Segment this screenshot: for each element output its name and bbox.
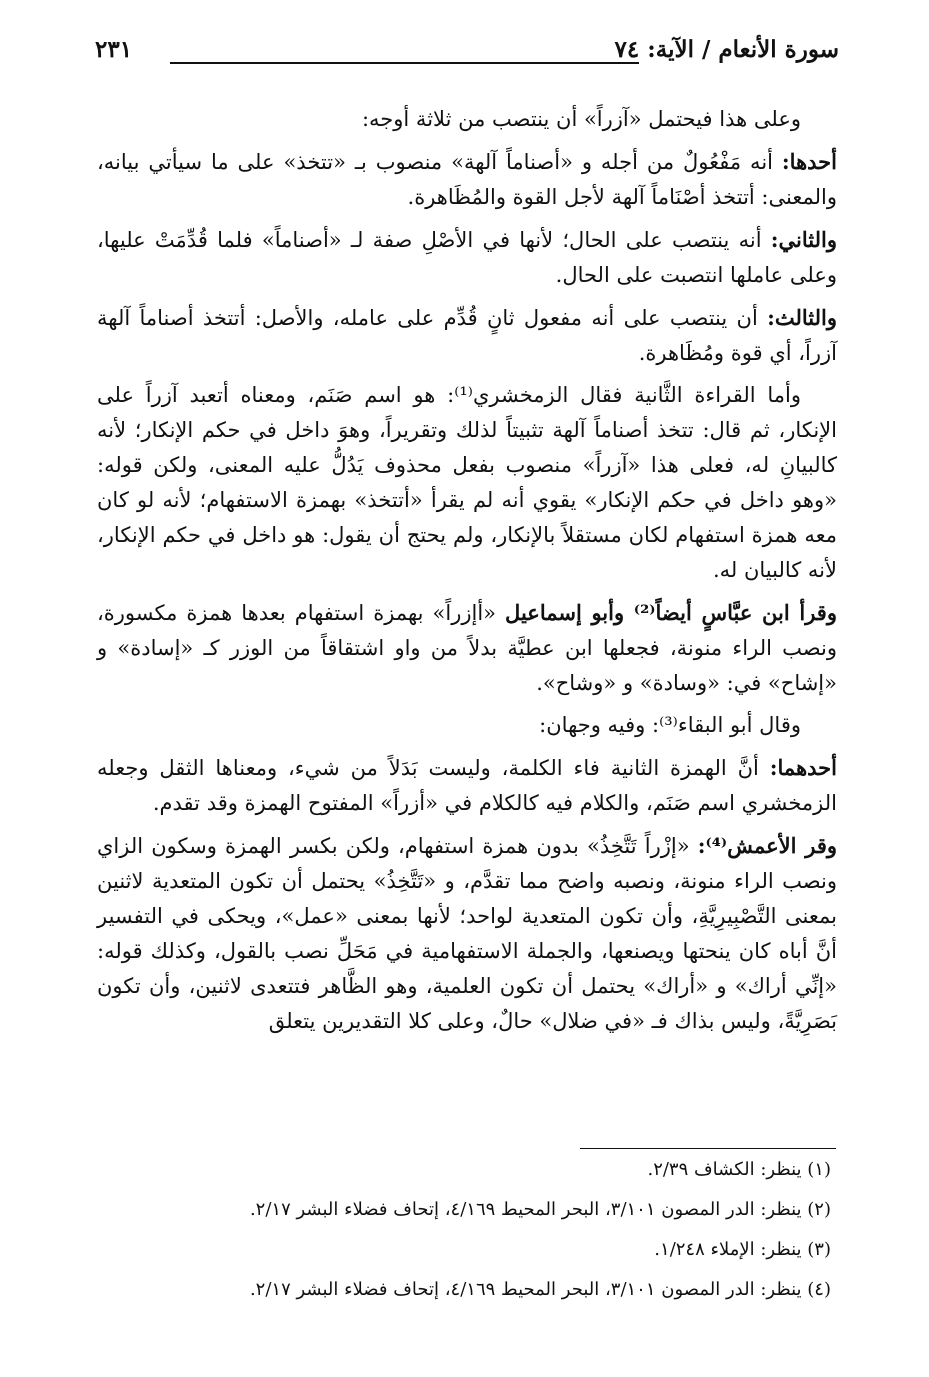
paragraph-text: أنه مَفْعُولٌ من أجله و «أصناماً آلهة» منصوب بـ «تتخذ» على ما سيأتي بيانه، والمعنى: أتتخذ أصْنَاماً آلهة لأجل القوة والمُظَاهرة. [97, 150, 837, 209]
paragraph-text: أنه ينتصب على الحال؛ لأنها في الأصْلِ صفة لـ «أصناماً» فلما قُدِّمَتْ عليها، وعلى عاملها انتصبت على الحال. [97, 228, 837, 287]
footnote-3: (٣) ينظر: الإملاء ١/٢٤٨. [654, 1239, 831, 1260]
paragraph-intro: وعلى هذا فيحتمل «آزراً» أن ينتصب من ثلاثة أوجه: [361, 107, 801, 131]
paragraph-lead: وقرأ ابن عبَّاسٍ أيضاً⁽²⁾ وأبو إسماعيل [505, 600, 837, 625]
footnotes [97, 1156, 837, 1316]
paragraph-lead: أحدها: [781, 149, 837, 174]
paragraph-first-aspect [97, 144, 837, 215]
paragraph-ibn-abbas-reading [97, 595, 837, 701]
paragraph-text: «إزْراً تَتَّخِذُ» بدون همزة استفهام، ولكن بكسر الهمزة وسكون الزاي ونصب الراء منونة، ونصبه واضح مما تقدَّم، و «تَتَّخِذُ» يحتمل أن تكون المتعدية لاثنين بمعنى التَّصْبِيرِيَّةِ، وأن تكون المتعدية لواحد؛ لأنها بمعنى «عمل»، ويحكى في التفسير أنَّ أباه كان ينحتها ويصنعها، والجملة الاستفهامية في مَحَلِّ نصب بالقول، وكذلك قوله: «إنِّي أراك» و «أراك» يحتمل أن تكون العلمية، وهو الظَّاهر فتتعدى لاثنين، وأن تكون بَصَرِيَّةً، وليس بذاك فـ «في ضلال» حالٌ، وعلى كلا التقديرين يتعلق [97, 834, 837, 1033]
paragraph-abu-al-baqa: وقال أبو البقاء⁽³⁾: وفيه وجهان: [539, 713, 801, 737]
header-rule [170, 62, 639, 64]
paragraph-lead: والثاني: [770, 227, 837, 252]
paragraph-third-aspect [97, 300, 837, 371]
paragraph-al-amash-reading [97, 828, 837, 1039]
footnote-separator [580, 1148, 836, 1149]
paragraph-first-of-two [97, 750, 837, 821]
paragraph-text: أنَّ الهمزة الثانية فاء الكلمة، وليست بَدَلاً من شيء، ومعناها الثقل وجعله الزمخشري اسم صَنَم، والكلام فيه كالكلام في «أزراً» المفتوح الهمزة وقد تقدم. [97, 756, 837, 815]
paragraph-lead: والثالث: [767, 305, 837, 330]
paragraph-second-aspect [97, 222, 837, 293]
footnote-4: (٤) ينظر: الدر المصون ٣/١٠١، البحر المحيط ٤/١٦٩، إتحاف فضلاء البشر ٢/١٧. [249, 1279, 831, 1300]
running-header [95, 34, 839, 74]
paragraph-text: أن ينتصب على أنه مفعول ثانٍ قُدِّم على عامله، والأصل: أتتخذ أصناماً آلهة آزراً، أي قوة ومُظَاهرة. [97, 306, 837, 365]
main-text [97, 102, 837, 1046]
paragraph-text: «أإزراً» بهمزة استفهام بعدها همزة مكسورة، ونصب الراء منونة، فجعلها ابن عطيَّة بدلاً من واو اشتقاقاً من الوزر كـ «إسادة» و «إشاح» في: «وسادة» و «وشاح». [97, 601, 837, 695]
paragraph-lead: أحدهما: [769, 755, 837, 780]
header-title: سورة الأنعام / الآية: ٧٤ [614, 36, 839, 63]
footnote-2: (٢) ينظر: الدر المصون ٣/١٠١، البحر المحيط ٤/١٦٩، إتحاف فضلاء البشر ٢/١٧. [249, 1199, 831, 1220]
page-number: ٢٣١ [95, 36, 133, 63]
paragraph-lead: وقر الأعمش⁽⁴⁾: [697, 833, 837, 858]
paragraph-second-reading: وأما القراءة الثَّانية فقال الزمخشري⁽¹⁾: هو اسم صَنَم، ومعناه أتعبد آزراً على الإنكار، ثم قال: تتخذ أصناماً آلهة تثبيتاً لذلك وتقريراً، وهوَ داخل في حكم الإنكار؛ لأنه كالبيانِ له، فعلى هذا «آزراً» منصوب بفعل محذوف يَدُلُّ عليه المعنى، ولكن قوله: «وهو داخل في حكم الإنكار» يقوي أنه لم يقرأ «أتتخذ» بهمزة الاستفهام؛ لأنه لو كان معه همزة استفهام لكان مستقلاً بالإنكار، ولم يحتج أن يقول: هو داخل في حكم الإنكار، لأنه كالبيان له. [97, 383, 837, 582]
footnote-1: (١) ينظر: الكشاف ٢/٣٩. [647, 1159, 831, 1180]
